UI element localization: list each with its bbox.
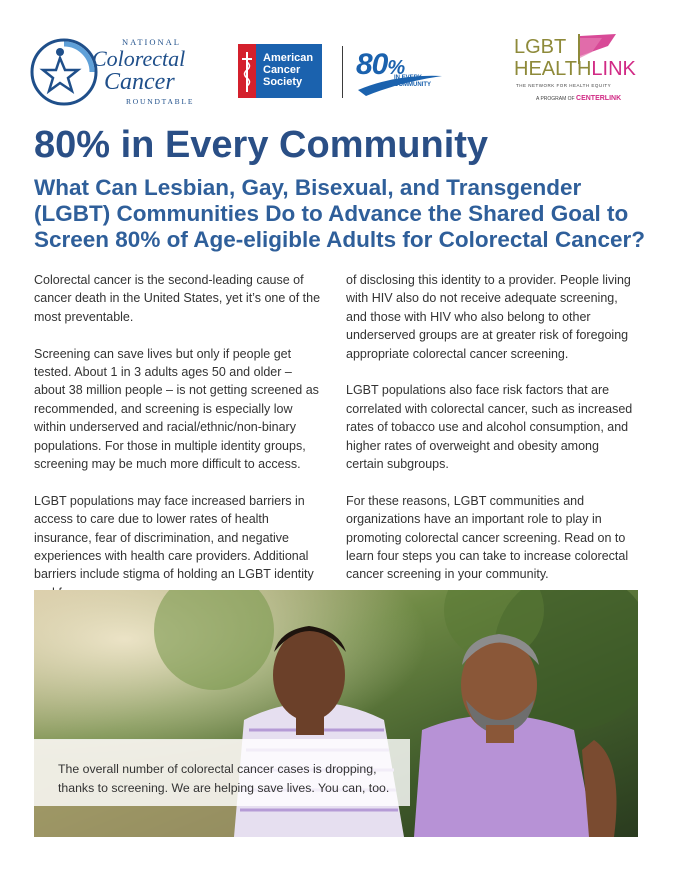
acs-name: American Cancer Society: [256, 44, 322, 98]
lgbt-healthlink-logo: [512, 34, 642, 114]
paragraph: Colorectal cancer is the second-leading cause of cancer death in the United States, yet it’s one of the most preventable.: [34, 273, 321, 324]
lgbt-line1: LGBT: [514, 36, 567, 58]
acs-80-pct: %: [387, 57, 405, 79]
lgbt-program-label: A PROGRAM OF: [536, 96, 575, 102]
acs-sword-icon: [238, 44, 256, 98]
nccrt-star-icon: [30, 36, 100, 108]
left-column: [34, 271, 324, 621]
page-title: 80% in Every Community: [34, 124, 489, 166]
acs-campaign-tag: IN EVERY COMMUNITY: [394, 75, 431, 88]
acs-80-number: 80: [356, 48, 388, 81]
lgbt-line2a: HEALTH: [514, 58, 592, 80]
lgbt-program-org: CENTERLINK: [576, 95, 622, 102]
page-subtitle: What Can Lesbian, Gay, Bisexual, and Transgender (LGBT) Communities Do to Advance the Shared Goal to Screen 80% of Age-eligible Adults for Colorectal Cancer?: [34, 175, 645, 252]
logo-divider: [342, 46, 343, 98]
right-column: [346, 271, 636, 602]
nccrt-line2: Colorectal: [92, 46, 186, 71]
paragraph: LGBT populations may face increased barriers in access to care due to lower rates of health insurance, fear of discrimination, and negative experiences with health care providers. Additional barriers include stigma of holding an LGBT identity: [34, 493, 314, 582]
paragraph: LGBT populations also face risk factors that are correlated with colorectal cancer, such as increased rates of tobacco use and alcohol consumption, and higher rates of overweight and obesity among certain subgroups.: [346, 383, 633, 472]
paragraph: For these reasons, LGBT communities and organizations have an important role to play in promoting colorectal cancer screening. Read on to learn four steps you can take to increase colorectal cancer screening in your community.: [346, 493, 629, 582]
nccrt-line1: NATIONAL: [122, 37, 181, 47]
lgbt-line2b: LINK: [591, 58, 636, 80]
logo-bar: [0, 0, 673, 120]
lgbt-line2: [514, 58, 636, 81]
nccrt-logo: [30, 30, 195, 110]
paragraph: Screening can save lives but only if people get tested. About 1 in 3 adults ages 50 and older – about 38 million people – is not getting screened as recommended, and screening is especially low within underserved and racial/ethnic/non-binary populations. For those in multiple identity groups, screening may be much more difficult to access.: [34, 346, 319, 472]
nccrt-line3: Cancer: [104, 69, 175, 95]
acs-logo: [238, 44, 448, 100]
paragraph: of disclosing this identity to a provider. People living with HIV also do not receive adequate screening, and those with HIV who also belong to other underserved groups are at greater risk of foregoing appropriate colorectal cancer screening.: [346, 273, 631, 361]
nccrt-line4: ROUNDTABLE: [126, 97, 195, 106]
lgbt-tagline: THE NETWORK FOR HEALTH EQUITY: [516, 83, 612, 88]
lgbt-program: [536, 95, 621, 102]
photo-caption: The overall number of colorectal cancer cases is dropping, thanks to screening. We are helping save lives. You can, too.: [34, 739, 410, 806]
